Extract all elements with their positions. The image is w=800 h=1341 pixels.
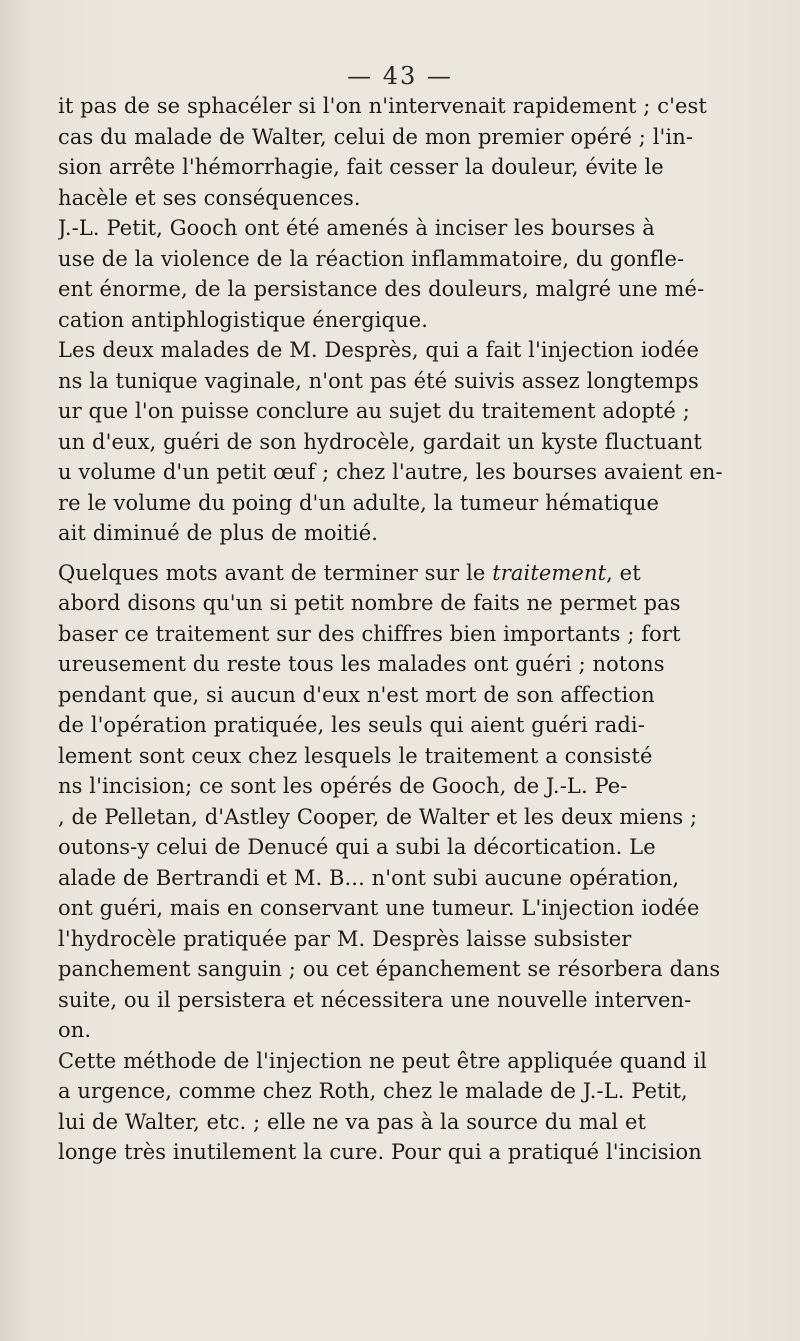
text-line: l'hydrocèle pratiquée par M. Desprès laisse subsister bbox=[58, 926, 632, 951]
body-text bbox=[58, 91, 778, 1168]
text-line: J.-L. Petit, Gooch ont été amenés à inciser les bourses à bbox=[58, 216, 655, 240]
text-line: un d'eux, guéri de son hydrocèle, gardait un kyste fluctuant bbox=[58, 429, 702, 454]
text-line: ent énorme, de la persistance des douleurs, malgré une mé- bbox=[58, 277, 705, 301]
text-line: lement sont ceux chez lesquels le traitement a consisté bbox=[58, 743, 653, 768]
text-line: use de la violence de la réaction inflammatoire, du gonfle- bbox=[58, 246, 685, 271]
text-line: re le volume du poing d'un adulte, la tumeur hématique bbox=[58, 490, 659, 515]
text-line: sion arrête l'hémorrhagie, fait cesser la douleur, évite le bbox=[58, 155, 664, 179]
text-line: ur que l'on puisse conclure au sujet du traitement adopté ; bbox=[58, 399, 690, 423]
text-segment: Quelques mots avant de terminer sur le bbox=[58, 560, 493, 585]
text-line: Cette méthode de l'injection ne peut être appliquée quand il bbox=[58, 1048, 707, 1073]
text-line: longe très inutilement la cure. Pour qui a pratiqué l'incision bbox=[58, 1140, 702, 1164]
text-line bbox=[58, 558, 778, 589]
text-line: cation antiphlogistique énergique. bbox=[58, 307, 429, 332]
text-line: Les deux malades de M. Desprès, qui a fait l'injection iodée bbox=[58, 338, 699, 362]
text-line: pendant que, si aucun d'eux n'est mort de son affection bbox=[58, 682, 655, 707]
text-line: outons-y celui de Denucé qui a subi la décortication. Le bbox=[58, 835, 656, 859]
text-line: it pas de se sphacéler si l'on n'intervenait rapidement ; c'est bbox=[58, 94, 707, 118]
text-line: hacèle et ses conséquences. bbox=[58, 185, 361, 210]
text-line: ns l'incision; ce sont les opérés de Gooch, de J.-L. Pe- bbox=[58, 774, 628, 798]
text-line: ont guéri, mais en conservant une tumeur. L'injection iodée bbox=[58, 896, 700, 920]
text-segment: , et bbox=[606, 560, 641, 585]
text-line: on. bbox=[58, 1018, 92, 1042]
text-line: ns la tunique vaginale, n'ont pas été suivis assez longtemps bbox=[58, 368, 699, 393]
text-line: cas du malade de Walter, celui de mon premier opéré ; l'in- bbox=[58, 124, 694, 149]
text-line: alade de Bertrandi et M. B... n'ont subi aucune opération, bbox=[58, 865, 680, 890]
text-line: abord disons qu'un si petit nombre de faits ne permet pas bbox=[58, 591, 681, 615]
page-number: — 43 — bbox=[347, 62, 453, 90]
text-line: ureusement du reste tous les malades ont guéri ; notons bbox=[58, 652, 665, 676]
text-line: , de Pelletan, d'Astley Cooper, de Walter et les deux miens ; bbox=[58, 804, 698, 829]
text-line: u volume d'un petit œuf ; chez l'autre, les bourses avaient en- bbox=[58, 460, 723, 484]
italic-term: traitement bbox=[492, 560, 607, 585]
text-line: panchement sanguin ; ou cet épanchement se résorbera dans bbox=[58, 957, 721, 981]
text-line: suite, ou il persistera et nécessitera une nouvelle interven- bbox=[58, 987, 692, 1012]
text-line: de l'opération pratiquée, les seuls qui aient guéri radi- bbox=[58, 713, 645, 737]
text-line: lui de Walter, etc. ; elle ne va pas à la source du mal et bbox=[58, 1109, 647, 1134]
text-line: baser ce traitement sur des chiffres bien importants ; fort bbox=[58, 621, 681, 646]
text-line: ait diminué de plus de moitié. bbox=[58, 521, 379, 545]
text-line: a urgence, comme chez Roth, chez le malade de J.-L. Petit, bbox=[58, 1079, 688, 1103]
